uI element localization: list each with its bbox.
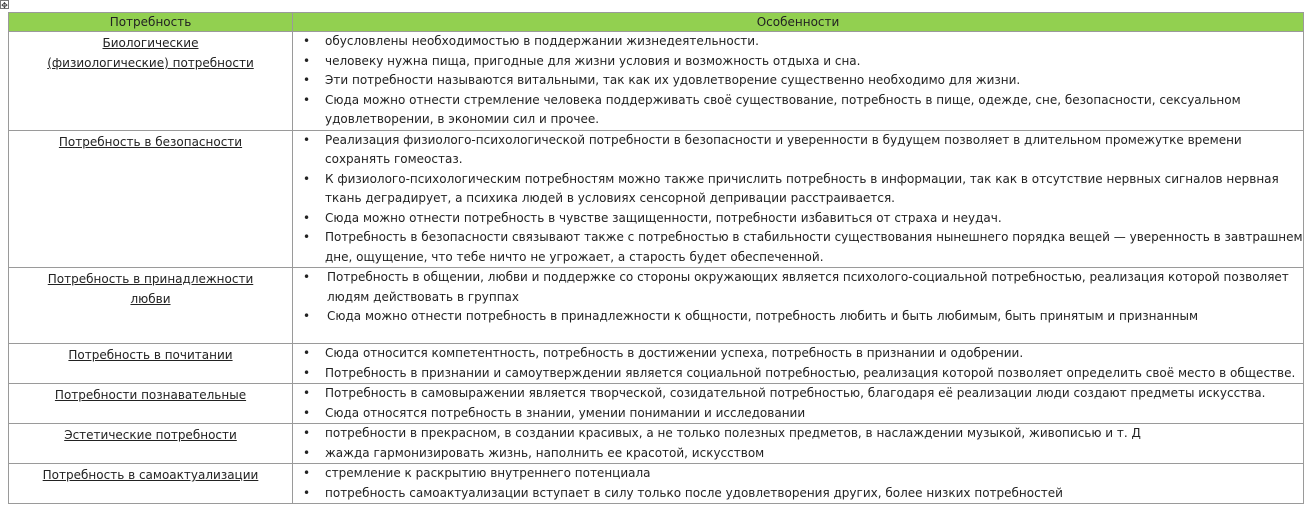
list-item: • Сюда относится компетентность, потребность в достижении успеха, потребность в признании и одобрении. — [293, 344, 1303, 364]
table-row — [9, 344, 1304, 384]
features-list — [293, 464, 1303, 503]
table-row — [9, 130, 1304, 268]
features-cell — [293, 424, 1304, 464]
list-item: • Сюда можно отнести потребность в принадлежности к общности, потребность любить и быть любимым, быть принятым и признанным — [293, 307, 1303, 327]
features-list — [293, 268, 1303, 327]
need-cell — [9, 268, 293, 344]
list-item: • Сюда можно отнести стремление человека поддерживать своё существование, потребность в пище, одежде, сне, безопасности, сексуальном удовлетворении, в экономии сил и прочее. — [293, 91, 1303, 130]
table-move-handle-icon[interactable]: ✥ — [1, 1, 8, 10]
table-row — [9, 424, 1304, 464]
features-cell — [293, 344, 1304, 384]
table-header-row — [9, 13, 1304, 32]
list-item: • Сюда можно отнести потребность в чувстве защищенности, потребности избавиться от страха и неудач. — [293, 209, 1303, 229]
list-item: • Потребность в безопасности связывают также с потребностью в стабильности существования нынешнего порядка вещей — уверенность в завтрашнем дне, ощущение, что тебе ничто не угрожает, а старость будет обеспеченной. — [293, 228, 1303, 267]
list-item: • потребность самоактуализации вступает в силу только после удовлетворения других, более низких потребностей — [293, 484, 1303, 504]
need-name: Эстетические потребности — [64, 428, 237, 442]
list-item: • Потребность в общении, любви и поддержке со стороны окружающих является психолого-социальной потребностью, реализация которой позволяет людям действовать в группах — [293, 268, 1303, 307]
table-row — [9, 268, 1304, 344]
features-cell — [293, 384, 1304, 424]
list-item: • Потребность в признании и самоутверждении является социальной потребностью, реализация которой позволяет определить своё место в обществе. — [293, 364, 1303, 384]
list-item: • Реализация физиолого-психологической потребности в безопасности и уверенности в будущем позволяет в длительном промежутке времени сохранять гомеостаз. — [293, 131, 1303, 170]
features-cell — [293, 268, 1304, 344]
list-item: • человеку нужна пища, пригодные для жизни условия и возможность отдыха и сна. — [293, 52, 1303, 72]
need-cell — [9, 32, 293, 131]
need-cell — [9, 344, 293, 384]
header-features: Особенности — [293, 13, 1304, 32]
features-list — [293, 131, 1303, 268]
header-need: Потребность — [9, 13, 293, 32]
list-item: • Эти потребности называются витальными, так как их удовлетворение существенно необходимо для жизни. — [293, 71, 1303, 91]
table-row — [9, 384, 1304, 424]
list-item: • потребности в прекрасном, в создании красивых, а не только полезных предметов, в наслаждении музыкой, живописью и т. Д — [293, 424, 1303, 444]
list-item: • обусловлены необходимостью в поддержании жизнедеятельности. — [293, 32, 1303, 52]
need-name: Потребности познавательные — [54, 388, 247, 402]
need-name: Потребность в почитании — [68, 348, 233, 362]
table-row — [9, 32, 1304, 131]
features-list — [293, 424, 1303, 463]
need-cell — [9, 464, 293, 504]
need-name: Потребность в принадлежности любви — [47, 272, 254, 306]
list-item: • Потребность в самовыражении является творческой, созидательной потребностью, благодаря её реализации люди создают предметы искусства. — [293, 384, 1303, 404]
features-list — [293, 344, 1303, 383]
list-item: • К физиолого-психологическим потребностям можно также причислить потребность в информации, так как в отсутствие нервных сигналов нервная ткань деградирует, а психика людей в условиях сенсорной депривации расстраивается. — [293, 170, 1303, 209]
list-item: • жажда гармонизировать жизнь, наполнить ее красотой, искусством — [293, 444, 1303, 464]
needs-table — [8, 12, 1304, 504]
features-cell — [293, 130, 1304, 268]
table-row — [9, 464, 1304, 504]
features-cell — [293, 464, 1304, 504]
features-list — [293, 384, 1303, 423]
need-name: Потребность в самоактуализации — [42, 468, 259, 482]
features-cell — [293, 32, 1304, 131]
need-cell — [9, 130, 293, 268]
need-name: Потребность в безопасности — [58, 134, 243, 149]
features-list — [293, 32, 1303, 130]
need-cell — [9, 424, 293, 464]
list-item: • Сюда относятся потребность в знании, умении понимании и исследовании — [293, 404, 1303, 424]
list-item: • стремление к раскрытию внутреннего потенциала — [293, 464, 1303, 484]
need-name: Биологические (физиологические) потребности — [47, 36, 254, 70]
need-cell — [9, 384, 293, 424]
